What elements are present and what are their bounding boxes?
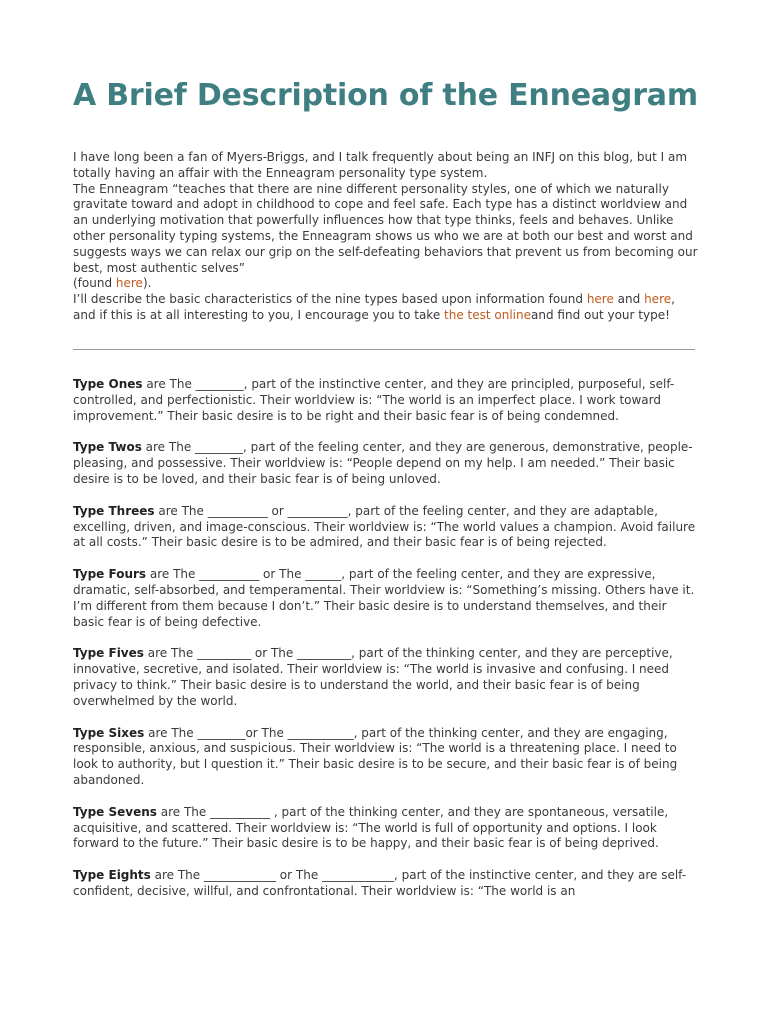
intro-text-a: I’ll describe the basic characteristics of the nine types based upon information found: [73, 292, 587, 307]
type-name: Type Twos: [73, 440, 142, 455]
type-name: Type Ones: [73, 377, 143, 391]
type-entry-fives: [73, 646, 701, 709]
type-description: are The ____________ or The ____________, part of the instinctive center, and they are self-confident, decisive, willful, and confrontational. Their worldview is: “The world is an: [73, 868, 687, 898]
type-description: are The ________, part of the feeling center, and they are generous, demonstrative, people-pleasing, and possessive. Their worldview is: “People depend on my help. I am needed.” Their basic desire is to be loved, and their basic fear is of being unloved.: [73, 440, 693, 486]
type-name: Type Sevens: [73, 804, 157, 819]
intro-section: [73, 150, 701, 324]
type-entry-eights: [73, 868, 701, 900]
type-name: Type Eights: [73, 868, 151, 883]
type-entry-sixes: [73, 726, 701, 789]
intro-text-d: and find out your type!: [531, 307, 670, 322]
type-list: [73, 377, 701, 916]
type-entry-sevens: [73, 805, 701, 852]
intro-paragraph-1: I have long been a fan of Myers-Briggs, and I talk frequently about being an INFJ on this blog, but I am totally having an affair with the Enneagram personality type system.: [73, 150, 688, 180]
type-name: Type Fives: [73, 646, 144, 661]
intro-paragraph-3: [73, 276, 701, 292]
type-entry-twos: [73, 440, 701, 487]
type-name: Type Sixes: [73, 725, 145, 740]
source-suffix-text: ).: [142, 276, 152, 291]
type-name: Type Fours: [73, 567, 147, 582]
source-prefix-text: (found: [73, 276, 116, 291]
page-title: A Brief Description of the Enneagram: [73, 78, 698, 113]
info-here-link-2[interactable]: here: [644, 292, 672, 307]
type-description: are The __________ or __________, part of the feeling center, and they are adaptable, excelling, driven, and image-conscious. Their worldview is: “The world values a champion. Avoid failure at all costs.” Their basic desire is to be admired, and their basic fear is of being rejected.: [73, 503, 696, 550]
section-divider: [73, 349, 695, 350]
type-description: are The __________ or The ______, part of the feeling center, and they are expressive, dramatic, self-absorbed, and temperamental. Their worldview is: “Something’s missing. Others have it. I’m different from them because I don’t.” Their basic desire is to understand themselves, and their basic fear is of being defective.: [73, 567, 695, 629]
intro-paragraph-2: The Enneagram “teaches that there are nine different personality styles, one of which we naturally gravitate toward and adopt in childhood to cope and feel safe. Each type has a distinct worldview and an underlying motivation that powerfully influences how that type thinks, feels and behaves. Unlike other personality typing systems, the Enneagram shows us who we are at both our best and worst and suggests ways we can relax our grip on the self-defeating behaviors that prevent us from becoming our best, most authentic selves”: [73, 181, 698, 275]
type-entry-fours: [73, 567, 701, 630]
test-online-link[interactable]: the test online: [444, 307, 532, 322]
intro-paragraph-4: [73, 292, 701, 324]
type-description: are The ________or The ___________, part of the thinking center, and they are engaging, responsible, anxious, and suspicious. Their worldview is: “The world is a threatening place. I need to look to authority, but I question it.” Their basic desire is to be secure, and their basic fear is of being abandoned.: [73, 725, 678, 787]
type-description: are The ________, part of the instinctive center, and they are principled, purposeful, self-controlled, and perfectionistic. Their worldview is: “The world is an imperfect place. I work toward improvement.” Their basic desire is to be right and their basic fear is of being condemned.: [73, 377, 675, 423]
type-entry-threes: [73, 504, 701, 551]
type-description: are The __________ , part of the thinking center, and they are spontaneous, versatile, acquisitive, and scattered. Their worldview is: “The world is full of opportunity and options. I look forward to the future.” Their basic desire is to be happy, and their basic fear is of being deprived.: [73, 804, 669, 851]
info-here-link-1[interactable]: here: [586, 292, 614, 307]
type-entry-ones: [73, 377, 701, 424]
type-description: are The _________ or The _________, part of the thinking center, and they are perceptive, innovative, secretive, and isolated. Their worldview is: “The world is invasive and confusing. I need privacy to think.” Their basic desire is to understand the world, and their basic fear is of being overwhelmed by the world.: [73, 646, 673, 708]
source-here-link[interactable]: here: [115, 276, 143, 291]
type-name: Type Threes: [73, 503, 155, 518]
intro-text-c: , and if this is at all interesting to you, I encourage you to take: [73, 292, 675, 322]
intro-text-b: and: [613, 292, 645, 307]
